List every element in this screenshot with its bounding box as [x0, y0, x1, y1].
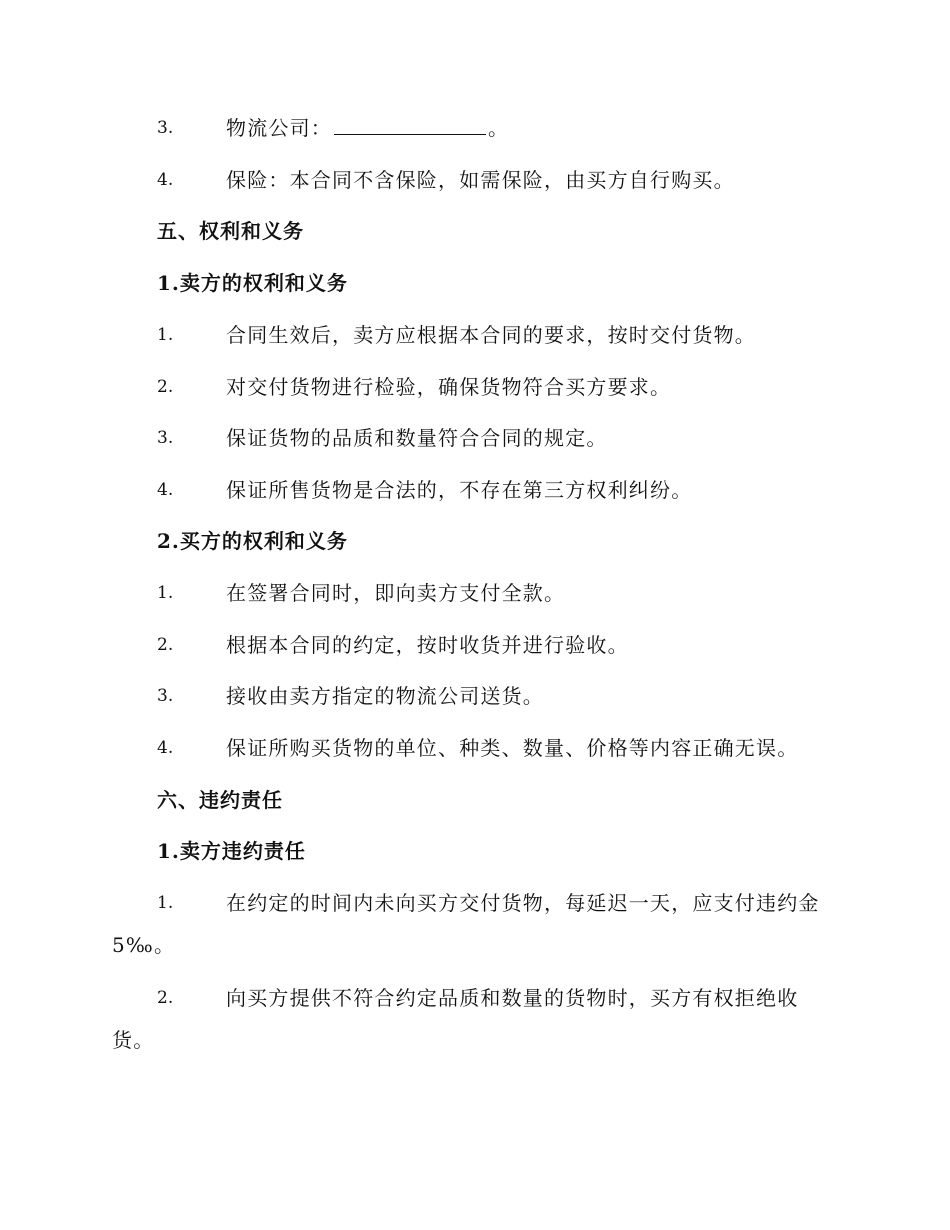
list-item-text: 在约定的时间内未向买方交付货物，每延迟一天，应支付违约金: [226, 891, 820, 915]
item-number: 3.: [157, 118, 174, 138]
item-number: 2.: [157, 988, 174, 1008]
item-number: 1.: [157, 583, 174, 603]
list-item-text: 在签署合同时，即向卖方支付全款。: [226, 581, 566, 605]
logistics-blank-field: [334, 116, 486, 135]
logistics-end: 。: [488, 116, 510, 140]
insurance-text: 保险：本合同不含保险，如需保险，由买方自行购买。: [226, 168, 735, 192]
list-item-continuation: 5‰。: [112, 933, 176, 957]
item-number: 2.: [157, 377, 174, 397]
section-heading: 六、违约责任: [157, 788, 283, 812]
item-number: 3.: [157, 686, 174, 706]
item-number: 4.: [157, 480, 174, 500]
item-number: 4.: [157, 738, 174, 758]
list-item-text: 保证所售货物是合法的，不存在第三方权利纠纷。: [226, 478, 693, 502]
list-item-text: 保证所购买货物的单位、种类、数量、价格等内容正确无误。: [226, 736, 799, 760]
logistics-label: 物流公司：: [226, 116, 332, 140]
list-item-text: 接收由卖方指定的物流公司送货。: [226, 684, 544, 708]
list-item-text: 对交付货物进行检验，确保货物符合买方要求。: [226, 375, 672, 399]
item-number: 1.: [157, 325, 174, 345]
list-item-text: 根据本合同的约定，按时收货并进行验收。: [226, 633, 629, 657]
list-item-continuation: 货。: [112, 1028, 155, 1052]
item-number: 1.: [157, 893, 174, 913]
item-number: 4.: [157, 170, 174, 190]
logistics-line: [226, 115, 509, 141]
list-item-text: 向买方提供不符合约定品质和数量的货物时，买方有权拒绝收: [226, 986, 799, 1010]
section-heading: 五、权利和义务: [157, 219, 304, 243]
subsection-heading: 1.卖方违约责任: [157, 839, 306, 863]
list-item-text: 保证货物的品质和数量符合合同的规定。: [226, 426, 608, 450]
list-item-text: 合同生效后，卖方应根据本合同的要求，按时交付货物。: [226, 323, 756, 347]
item-number: 2.: [157, 635, 174, 655]
item-number: 3.: [157, 428, 174, 448]
subsection-heading: 2.买方的权利和义务: [157, 529, 348, 553]
subsection-heading: 1.卖方的权利和义务: [157, 271, 348, 295]
